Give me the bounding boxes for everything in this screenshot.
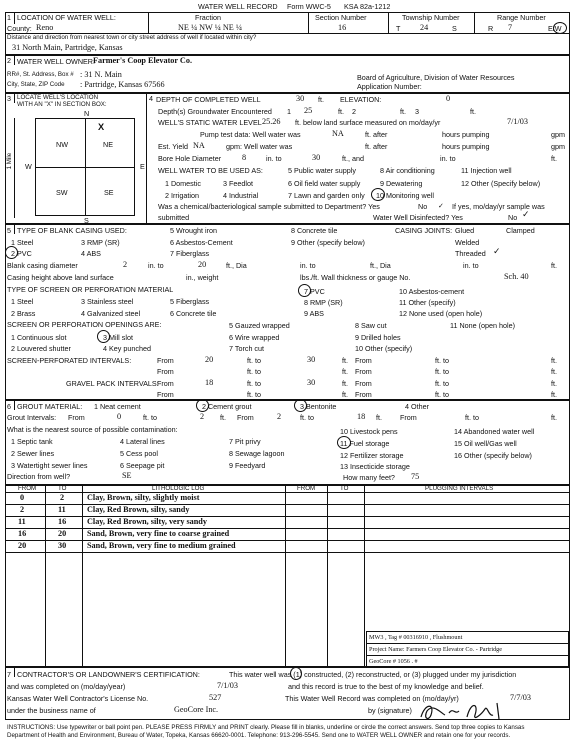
- casing-1: 1 Steel: [11, 238, 34, 247]
- yield-gpm-end: gpm: [551, 142, 565, 151]
- si2-from: From: [157, 367, 174, 376]
- source-8: 8 Sewage lagoon: [229, 449, 285, 458]
- grid-nw: NW: [56, 140, 68, 149]
- grout-3: 3 Bentonite: [300, 402, 337, 411]
- source-2: 2 Sewer lines: [11, 449, 55, 458]
- gi2-ftto: ft. to: [300, 413, 314, 422]
- disinfected-label: Water Well Disinfected? Yes: [373, 213, 463, 222]
- opening-1: 1 Continuous slot: [11, 333, 67, 342]
- si1b-ftto: ft. to: [435, 356, 449, 365]
- log-row-5-from: 20: [18, 541, 27, 550]
- casing-5: 5 Wrought iron: [170, 226, 218, 235]
- screen-1: 1 Steel: [11, 297, 34, 306]
- depth-value: 30: [296, 94, 305, 103]
- height-in: in., weight: [186, 273, 219, 282]
- log-header-from: FROM: [18, 485, 37, 492]
- gi3-ft: ft.: [551, 413, 557, 422]
- source-10: 10 Livestock pens: [340, 427, 398, 436]
- si2b-ftto: ft. to: [435, 367, 449, 376]
- source-12: 12 Fertilizer storage: [340, 451, 404, 460]
- opening-3-circle: [97, 330, 110, 343]
- gp1-from-value: 18: [205, 378, 214, 387]
- si1b-from: From: [355, 356, 372, 365]
- log-row-1-from: 0: [20, 493, 25, 502]
- screen-12: 12 None used (open hole): [399, 309, 483, 318]
- log-row-2-to: 11: [58, 505, 66, 514]
- pump-label: Pump test data: Well water was: [200, 130, 301, 139]
- section-4-number: 4: [149, 94, 153, 103]
- section-number-value: 16: [338, 23, 347, 32]
- joints-clamped: Clamped: [506, 226, 535, 235]
- section-7-number: 7: [7, 670, 11, 679]
- log-row-4-from: 16: [18, 529, 27, 538]
- stamp-geocore: GeoCore # 1056 . #: [369, 658, 418, 665]
- si1-to-value: 30: [307, 355, 316, 364]
- form-title: WATER WELL RECORD: [198, 2, 278, 11]
- application-number: Application Number:: [357, 82, 422, 91]
- screen-9: 9 ABS: [304, 309, 324, 318]
- joints-glued: Glued: [455, 226, 475, 235]
- gp1-from: From: [157, 379, 174, 388]
- grid-se: SE: [104, 188, 114, 197]
- gravel-label: GRAVEL PACK INTERVALS:: [66, 379, 159, 388]
- elevation-value: 0: [446, 94, 451, 103]
- casing-2-circle: [5, 246, 18, 259]
- section-3-number: 3: [7, 94, 11, 103]
- bore-ft: ft.: [551, 154, 557, 163]
- screen-6: 6 Concrete tile: [170, 309, 217, 318]
- casing-diameter-value: 2: [123, 260, 128, 269]
- joints-threaded: Threaded: [455, 249, 486, 258]
- cert-label: CONTRACTOR'S OR LANDOWNER'S CERTIFICATION:: [17, 670, 200, 679]
- section-1-number: 1: [7, 13, 11, 22]
- groundwater-label: Depth(s) Groundwater Encountered: [158, 107, 272, 116]
- direction-label: Direction from well?: [7, 472, 71, 481]
- signature-label: by (signature): [368, 706, 412, 715]
- city-value: : Partridge, Kansas 67566: [80, 80, 165, 89]
- opening-6: 6 Wire wrapped: [229, 333, 280, 342]
- diam-in2: in. to: [300, 261, 316, 270]
- diam-in: in. to: [148, 261, 164, 270]
- locate-label-1: LOCATE WELL'S LOCATION: [17, 94, 99, 101]
- log-header-to: TO: [58, 485, 67, 492]
- pump-value: NA: [332, 129, 344, 138]
- section-2-number: 2: [7, 56, 11, 65]
- grout-intervals-label: Grout Intervals:: [7, 413, 57, 422]
- use-3: 3 Feedlot: [223, 179, 253, 188]
- screen-intervals-label: SCREEN-PERFORATED INTERVALS:: [7, 356, 132, 365]
- county-label: County:: [7, 24, 32, 33]
- grid-sw: SW: [56, 188, 68, 197]
- form-ksa: KSA 82a-1212: [344, 2, 391, 11]
- gw1-ft: ft.: [338, 107, 344, 116]
- log-row-4-to: 20: [58, 529, 67, 538]
- screen-8: 8 RMP (SR): [304, 298, 343, 307]
- source-7: 7 Pit privy: [229, 437, 261, 446]
- gi2-from: From: [237, 413, 254, 422]
- source-3: 3 Watertight sewer lines: [11, 461, 88, 470]
- joints-welded: Welded: [455, 238, 480, 247]
- township-label: Township Number: [402, 13, 460, 22]
- gauge-value: Sch. 40: [504, 272, 529, 281]
- source-9: 9 Feedyard: [229, 461, 266, 470]
- gp2-ft: ft.: [342, 390, 348, 399]
- use-4: 4 Industrial: [223, 191, 259, 200]
- screen-4: 4 Galvanized steel: [81, 309, 141, 318]
- gp1b-from: From: [355, 379, 372, 388]
- gi-to-value: 2: [200, 412, 205, 421]
- opening-7: 7 Torch cut: [229, 344, 265, 353]
- township-value: 24: [420, 23, 429, 32]
- chem-no: No: [418, 202, 428, 211]
- threaded-check: ✓: [493, 246, 501, 256]
- use-12: 12 Other (Specify below): [461, 179, 541, 188]
- gi-ftto: ft. to: [143, 413, 157, 422]
- source-1: 1 Septic tank: [11, 437, 53, 446]
- casing-label: TYPE OF BLANK CASING USED:: [17, 226, 127, 235]
- gp1b-ftto: ft. to: [435, 379, 449, 388]
- section-5-number: 5: [7, 226, 11, 235]
- wall-label: lbs./ft. Wall thickness or gauge No.: [300, 273, 411, 282]
- gi-ft: ft.: [220, 413, 226, 422]
- yield-value: NA: [193, 141, 205, 150]
- opening-5: 5 Gauzed wrapped: [229, 321, 290, 330]
- si1-ft: ft.: [342, 356, 348, 365]
- mile-label: 1 Mile: [6, 152, 14, 170]
- howmany-value: 75: [411, 472, 420, 481]
- range-value: 7: [508, 23, 513, 32]
- screen-7: 7 PVC: [304, 287, 325, 296]
- use-9: 9 Dewatering: [380, 179, 423, 188]
- disinfected-no: No: [508, 213, 518, 222]
- range-r: R: [488, 24, 494, 33]
- signature: [415, 697, 515, 725]
- gw2-n: 2: [352, 107, 356, 116]
- joints-label: CASING JOINTS:: [395, 226, 453, 235]
- instructions-line-2: Department of Health and Environment, Bureau of Water, Topeka, Kansas 66620-0001. Telephone: 913-296-5545. Send one to WATER WELL OWNER and retain one for your records.: [7, 732, 511, 739]
- gi-from-value: 0: [117, 412, 122, 421]
- gi-from: From: [68, 413, 85, 422]
- log-header-to-2: TO: [340, 485, 349, 492]
- grout-2: 2 Cement grout: [202, 402, 252, 411]
- gw2-ft: ft.: [400, 107, 406, 116]
- completed-value: 7/1/03: [217, 681, 238, 690]
- fraction-label: Fraction: [195, 13, 221, 22]
- compass-w: W: [25, 162, 32, 171]
- diam-dia2: ft., Dia: [370, 261, 391, 270]
- location-mark: X: [98, 122, 105, 132]
- source-11-circle: [337, 436, 351, 449]
- casing-3: 3 RMP (SR): [81, 238, 120, 247]
- gi-from2-value: 2: [277, 412, 282, 421]
- gw3-ft: ft.: [470, 107, 476, 116]
- county-value: Reno: [36, 23, 54, 32]
- casing-4: 4 ABS: [81, 249, 101, 258]
- use-10-circle: [371, 188, 385, 201]
- log-row-1-to: 2: [60, 493, 65, 502]
- chem-submitted: submitted: [158, 213, 190, 222]
- yield-gpm: gpm: Well water was: [226, 142, 293, 151]
- opening-8: 8 Saw cut: [355, 321, 387, 330]
- gi3-from: From: [400, 413, 417, 422]
- si1-from-label: From: [157, 356, 174, 365]
- constructed-circle: [290, 667, 302, 680]
- bore-value: 8: [242, 153, 247, 162]
- range-ew: E/W: [548, 24, 562, 33]
- log-row-2-from: 2: [20, 505, 25, 514]
- source-13: 13 Insecticide storage: [340, 462, 410, 471]
- chem-no-check: ✓: [438, 201, 445, 210]
- casing-to-value: 20: [198, 260, 207, 269]
- license-value: 527: [209, 693, 222, 702]
- record-date: 7/7/03: [510, 693, 531, 702]
- use-8: 8 Air conditioning: [380, 166, 435, 175]
- log-row-5-to: 30: [58, 541, 67, 550]
- si1-ftto: ft. to: [247, 356, 261, 365]
- opening-4: 4 Key punched: [103, 344, 151, 353]
- si1b-ft: ft.: [551, 356, 557, 365]
- screen-3: 3 Stainless steel: [81, 297, 134, 306]
- gp2b-ft: ft.: [551, 390, 557, 399]
- screen-5: 5 Fiberglass: [170, 297, 210, 306]
- gp1-to-value: 30: [307, 378, 316, 387]
- static-date: 7/1/03: [507, 117, 528, 126]
- compass-n: N: [84, 109, 90, 118]
- township-t: T: [396, 24, 401, 33]
- disinfected-no-check: ✓: [522, 209, 530, 219]
- address-label: RR#, St. Address, Box #: [7, 71, 74, 78]
- opening-9: 9 Drilled holes: [355, 333, 401, 342]
- yield-after: ft. after: [365, 142, 388, 151]
- static-value: 25.26: [262, 117, 281, 126]
- source-label: What is the nearest source of possible contamination:: [7, 425, 178, 434]
- log-row-2-desc: Clay, Red Brown, silty, sandy: [87, 505, 190, 514]
- chem-tail: If yes, mo/day/yr sample was: [452, 202, 545, 211]
- use-2: 2 Irrigation: [165, 191, 199, 200]
- gp2b-ftto: ft. to: [435, 390, 449, 399]
- section-number-label: Section Number: [315, 13, 367, 22]
- compass-s: S: [84, 216, 89, 225]
- static-label: WELL'S STATIC WATER LEVEL: [158, 118, 262, 127]
- casing-6: 6 Asbestos-Cement: [170, 238, 233, 247]
- source-16: 16 Other (specify below): [454, 451, 532, 460]
- gp1-ft: ft.: [342, 379, 348, 388]
- grout-4: 4 Other: [405, 402, 429, 411]
- range-label: Range Number: [497, 13, 546, 22]
- use-11: 11 Injection well: [461, 166, 512, 175]
- board-text: Board of Agriculture, Division of Water Resources: [357, 73, 515, 82]
- depth-label: DEPTH OF COMPLETED WELL: [156, 95, 261, 104]
- pump-gpm: gpm: [551, 130, 565, 139]
- screen-11: 11 Other (specify): [399, 298, 456, 307]
- log-header-plugging: PLUGGING INTERVALS: [425, 485, 494, 492]
- grout-1: 1 Neat cement: [94, 402, 141, 411]
- bore-in: in. to: [266, 154, 282, 163]
- business-value: GeoCore Inc.: [174, 705, 219, 714]
- distance-value: 31 North Main, Partridge, Kansas: [12, 43, 123, 52]
- gw1-n: 1: [287, 107, 291, 116]
- log-row-4-desc: Sand, Brown, very fine to coarse grained: [87, 529, 230, 538]
- diam-dia1: ft., Dia: [226, 261, 247, 270]
- log-row-3-to: 16: [58, 517, 67, 526]
- use-label: WELL WATER TO BE USED AS:: [158, 166, 263, 175]
- casing-9: 9 Other (specify below): [291, 238, 365, 247]
- stamp-project: Project Name: Farmers Coop Elevator Co. - Partridge: [369, 646, 502, 653]
- openings-label: SCREEN OR PERFORATION OPENINGS ARE:: [7, 320, 162, 329]
- gi3-ftto: ft. to: [465, 413, 479, 422]
- log-row-5-desc: Sand, Brown, very fine to medium grained: [87, 541, 236, 550]
- pump-hours: hours pumping: [442, 130, 490, 139]
- locate-label-2: WITH AN "X" IN SECTION BOX:: [17, 101, 107, 108]
- bore-label: Bore Hole Diameter: [158, 154, 222, 163]
- depth-ft: ft.: [318, 95, 324, 104]
- gp1-ftto: ft. to: [247, 379, 261, 388]
- si2b-ft: ft.: [551, 367, 557, 376]
- source-11: 11 Fuel storage: [340, 439, 390, 448]
- owner-label: WATER WELL OWNER:: [17, 57, 95, 66]
- casing-diameter-label: Blank casing diameter: [7, 261, 78, 270]
- source-4: 4 Lateral lines: [120, 437, 165, 446]
- casing-8: 8 Concrete tile: [291, 226, 338, 235]
- gp2-from: From: [157, 390, 174, 399]
- use-1: 1 Domestic: [165, 179, 201, 188]
- screen-2: 2 Brass: [11, 309, 36, 318]
- si2b-from: From: [355, 367, 372, 376]
- source-14: 14 Abandoned water well: [454, 427, 535, 436]
- yield-hours: hours pumping: [442, 142, 490, 151]
- bore-in2: in. to: [440, 154, 456, 163]
- log-row-3-from: 11: [18, 517, 26, 526]
- township-s: S: [452, 24, 457, 33]
- use-5: 5 Public water supply: [288, 166, 356, 175]
- casing-7: 7 Fiberglass: [170, 249, 210, 258]
- completed-tail: and this record is true to the best of my knowledge and belief.: [288, 682, 484, 691]
- log-row-1-desc: Clay, Brown, silty, slightly moist: [87, 493, 200, 502]
- yield-label: Est. Yield: [158, 142, 188, 151]
- city-label: City, State, ZIP Code: [7, 81, 65, 88]
- owner-value: Farmer's Coop Elevator Co.: [93, 56, 192, 65]
- opening-10: 10 Other (specify): [355, 344, 413, 353]
- use-6: 6 Oil field water supply: [288, 179, 361, 188]
- compass-e: E: [140, 162, 145, 171]
- screen-7-circle: [298, 284, 311, 297]
- section-6-number: 6: [7, 402, 11, 411]
- bore-and: ft., and: [342, 154, 364, 163]
- diam-ft: ft.: [551, 261, 557, 270]
- diam-in3: in. to: [463, 261, 479, 270]
- form-id: Form WWC-5: [287, 2, 331, 11]
- use-7: 7 Lawn and garden only: [288, 191, 365, 200]
- location-label: LOCATION OF WATER WELL:: [17, 13, 116, 22]
- si2-ft: ft.: [342, 367, 348, 376]
- grout-2-circle: [196, 399, 209, 412]
- gp2-ftto: ft. to: [247, 390, 261, 399]
- static-tail: ft. below land surface measured on mo/day/yr: [295, 118, 441, 127]
- si1-from-value: 20: [205, 355, 214, 364]
- opening-2: 2 Louvered shutter: [11, 344, 71, 353]
- address-value: : 31 N. Main: [80, 70, 122, 79]
- grout-3-circle: [294, 399, 307, 412]
- grid-ne: NE: [103, 140, 113, 149]
- log-header-lithologic: LITHOLOGIC LOG: [152, 485, 205, 492]
- opening-11: 11 None (open hole): [450, 321, 515, 330]
- gi2-ft: ft.: [376, 413, 382, 422]
- bore-to-value: 30: [312, 153, 321, 162]
- gi-to2-value: 18: [357, 412, 366, 421]
- fraction-value: NE ¼ NW ¼ NE ¼: [178, 23, 242, 32]
- source-15: 15 Oil well/Gas well: [454, 439, 517, 448]
- stamp-tag: MW3 , Tag # 00316910 , Flushmount: [369, 634, 463, 641]
- use-10: 10 Monitoring well: [376, 191, 434, 200]
- si2-ftto: ft. to: [247, 367, 261, 376]
- business-label: under the business name of: [7, 706, 96, 715]
- source-5: 5 Cess pool: [120, 449, 158, 458]
- grout-label: GROUT MATERIAL:: [17, 402, 83, 411]
- pump-after: ft. after: [365, 130, 388, 139]
- distance-label: Distance and direction from nearest town or city street address of well if located within city?: [7, 34, 257, 41]
- completed-label: and was completed on (mo/day/year): [7, 682, 126, 691]
- cert-text: This water well was (1) constructed, (2) reconstructed, or (3) plugged under my jurisdiction: [229, 670, 517, 679]
- screen-label: TYPE OF SCREEN OR PERFORATION MATERIAL: [7, 285, 174, 294]
- groundwater-1-value: 25: [304, 106, 313, 115]
- howmany-label: How many feet?: [343, 473, 395, 482]
- source-6: 6 Seepage pit: [120, 461, 165, 470]
- log-header-from-2: FROM: [297, 485, 316, 492]
- license-label: Kansas Water Well Contractor's License No.: [7, 694, 149, 703]
- direction-value: SE: [122, 471, 132, 480]
- gp2b-from: From: [355, 390, 372, 399]
- chem-label: Was a chemical/bacteriological sample submitted to Department? Yes: [158, 202, 380, 211]
- elevation-label: ELEVATION:: [340, 95, 382, 104]
- log-row-3-desc: Clay, Red Brown, silty, very sandy: [87, 517, 207, 526]
- height-label: Casing height above land surface: [7, 273, 114, 282]
- screen-10: 10 Asbestos-cement: [399, 287, 465, 296]
- opening-3: 3 Mill slot: [103, 333, 133, 342]
- gw3-n: 3: [415, 107, 419, 116]
- casing-2: 2 PVC: [11, 249, 32, 258]
- record-label: This Water Well Record was completed on (mo/day/yr): [285, 694, 459, 703]
- instructions-line-1: INSTRUCTIONS: Use typewriter or ball point pen. PLEASE PRESS FIRMLY and PRINT clearly. Please fill in blanks, underline or circle the correct answers. Send top three copies to Kansas: [7, 724, 525, 731]
- gp1b-ft: ft.: [551, 379, 557, 388]
